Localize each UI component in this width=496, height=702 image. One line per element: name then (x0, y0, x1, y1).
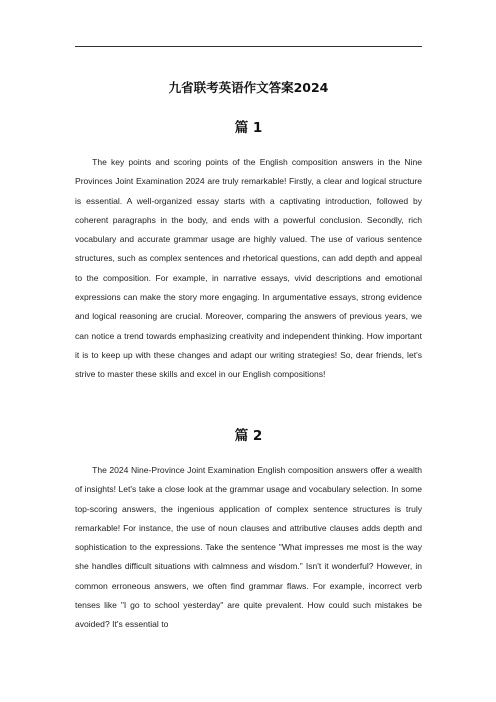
header-rule (75, 46, 422, 47)
document-title: 九省联考英语作文答案2024 (168, 80, 329, 95)
section-2-paragraph: The 2024 Nine-Province Joint Examination English composition answers offer a wealth of insights! Let's take a close look at the grammar usage and vocabulary selection. In some top-scoring answers, the ingenious application of complex sentence structures is truly remarkable! For instance, the use of noun clauses and attributive clauses adds depth and sophistication to the expressions. Take the sentence "What impresses me most is the way she handles difficult situations with calmness and wisdom." Isn't it wonderful? However, in common erroneous answers, we often find grammar flaws. For example, incorrect verb tenses like "I go to school yesterday" are quite prevalent. How could such mistakes be avoided? It's essential to (75, 465, 422, 630)
section-1-paragraph: The key points and scoring points of the English composition answers in the Nine Provinces Joint Examination 2024 are truly remarkable! Firstly, a clear and logical structure is essential. A well-organized essay starts with a captivating introduction, followed by coherent paragraphs in the body, and ends with a powerful conclusion. Secondly, rich vocabulary and accurate grammar usage are highly valued. The use of various sentence structures, such as complex sentences and rhetorical questions, can add depth and appeal to the composition. For example, in narrative essays, vivid descriptions and emotional expressions can make the story more engaging. In argumentative essays, strong evidence and logical reasoning are crucial. Moreover, comparing the answers of previous years, we can notice a trend towards emphasizing creativity and independent thinking. How important it is to keep up with these changes and adapt our writing strategies! So, dear friends, let's strive to master these skills and excel in our English compositions! (75, 157, 422, 380)
section-heading-1: 篇 1 (234, 120, 263, 136)
section-heading-2: 篇 2 (234, 428, 263, 444)
